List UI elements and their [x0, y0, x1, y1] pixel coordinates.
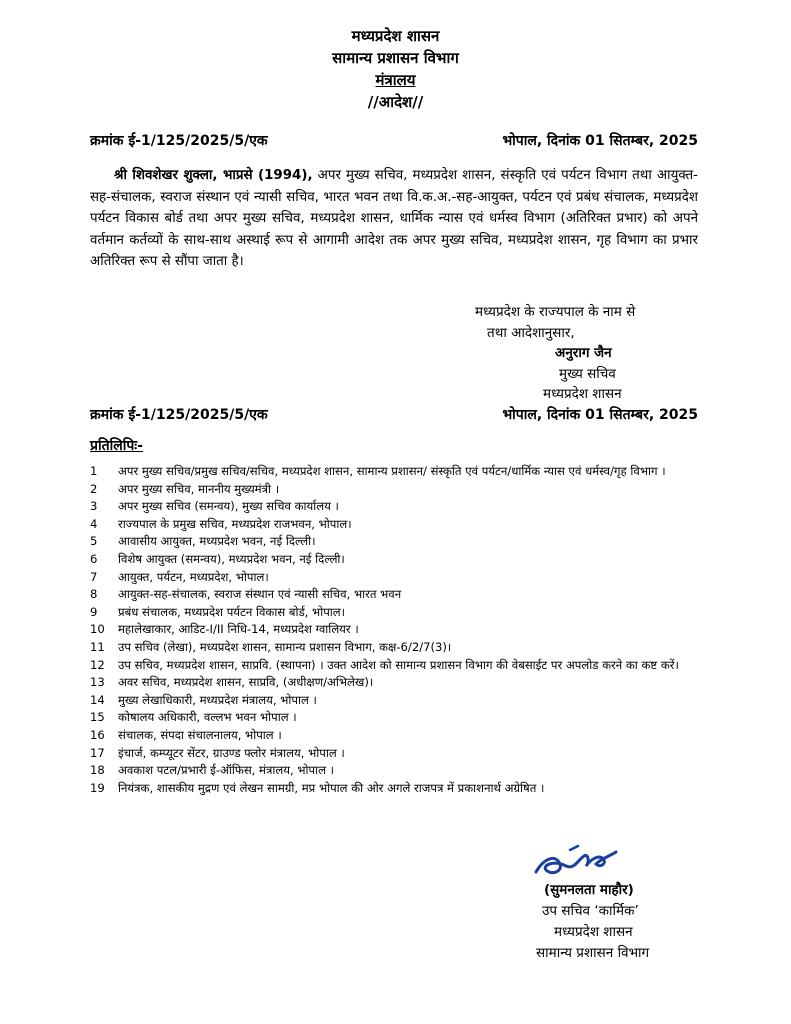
- sig1-name: अनुराग जैन: [555, 345, 612, 361]
- copy-item-text: अपर मुख्य सचिव (समन्वय), मुख्य सचिव कार्यालय ।: [118, 499, 339, 514]
- sig1-designation: मुख्य सचिव: [559, 365, 616, 382]
- order-number: क्रमांक ई-1/125/2025/5/एक: [90, 133, 268, 149]
- copy-list-item: [90, 463, 690, 481]
- copy-item-number: 12: [90, 657, 105, 672]
- department-title: सामान्य प्रशासन विभाग: [332, 49, 459, 67]
- copy-item-number: 14: [90, 692, 105, 707]
- copy-item-number: 1: [90, 464, 98, 478]
- copy-item-text: आयुक्त-सह-संचालक, स्वराज संस्थान एवं न्यासी सचिव, भारत भवन: [118, 587, 402, 602]
- signature-block-deputy-secretary: [520, 880, 730, 964]
- signature-block-chief-secretary: [455, 302, 705, 405]
- sig2-office: मध्यप्रदेश शासन: [554, 924, 633, 940]
- copy-item-number: 2: [90, 481, 98, 496]
- signature-image: [530, 838, 625, 886]
- ministry-title: मंत्रालय: [375, 71, 416, 89]
- sig1-office: मध्यप्रदेश शासन: [543, 386, 622, 402]
- copy-item-text: विशेष आयुक्त (समन्वय), मध्यप्रदेश भवन, नई दिल्ली।: [118, 551, 345, 566]
- govt-title: मध्यप्रदेश शासन: [351, 27, 440, 45]
- officer-name: श्री शिवशेखर शुक्ला, भाप्रसे (1994),: [114, 168, 313, 183]
- copy-item-text: अवकाश पटल/प्रभारी ई-ऑफिस, मंत्रालय, भोपाल ।: [118, 763, 335, 778]
- copy-list-item: [90, 481, 690, 499]
- copy-list-item: [90, 639, 690, 657]
- copy-item-number: 16: [90, 727, 105, 742]
- copy-item-text: नियंत्रक, शासकीय मुद्रण एवं लेखन सामग्री, मप्र भोपाल की ओर अगले राजपत्र में प्रकाशनार्थ अग्रेषित ।: [118, 780, 545, 795]
- copy-item-text: उप सचिव (लेखा), मध्यप्रदेश शासन, सामान्य प्रशासन विभाग, कक्ष-6/2/7(3)।: [118, 639, 452, 654]
- copy-item-number: 15: [90, 710, 105, 725]
- copy-item-text: प्रबंध संचालक, मध्यप्रदेश पर्यटन विकास बोर्ड, भोपाल।: [118, 604, 346, 619]
- copy-item-number: 17: [90, 745, 105, 760]
- copy-item-text: अपर मुख्य सचिव, माननीय मुख्यमंत्री ।: [118, 481, 280, 496]
- copy-item-text: कोषालय अधिकारी, वल्लभ भवन भोपाल ।: [118, 710, 297, 725]
- copy-list-item: [90, 745, 690, 763]
- copy-item-number: 6: [90, 551, 98, 566]
- copy-list-item: [90, 551, 690, 569]
- copy-item-number: 11: [90, 639, 105, 654]
- copy-list-item: [90, 657, 690, 675]
- copy-list-item: [90, 709, 690, 727]
- copy-list-item: [90, 533, 690, 551]
- order-text: अपर मुख्य सचिव, मध्यप्रदेश शासन, संस्कृति एवं पर्यटन विभाग तथा आयुक्त-सह-संचालक, स्वराज संस्थान एवं न्यासी सचिव, भारत भवन तथा वि.क.अ.-सह-आयुक्त, पर्यटन एवं प्रबंध संचालक, मध्यप्रदेश पर्यटन विकास बोर्ड तथा अपर मुख्य सचिव, मध्यप्रदेश शासन, धार्मिक न्यास एवं धर्मस्व विभाग (अतिरिक्त प्रभार) को अपने वर्तमान कर्तव्यों के साथ-साथ अस्थाई रूप से आगामी आदेश तक अपर मुख्य सचिव, मध्यप्रदेश शासन, गृह विभाग का प्रभार अतिरिक्त रूप से सौंपा जाता है।: [90, 168, 698, 269]
- endorsement-place-date: भोपाल, दिनांक 01 सितम्बर, 2025: [502, 407, 698, 423]
- copy-list-item: [90, 604, 690, 622]
- copy-item-number: 4: [90, 516, 98, 531]
- copy-item-text: मुख्य लेखाधिकारी, मध्यप्रदेश मंत्रालय, भोपाल ।: [118, 692, 317, 707]
- copy-item-text: संचालक, संपदा संचालनालय, भोपाल ।: [118, 727, 282, 742]
- sig2-department: सामान्य प्रशासन विभाग: [536, 945, 650, 961]
- copy-item-text: इंचार्ज, कम्प्यूटर सेंटर, ग्राउण्ड फ्लोर मंत्रालय, भोपाल ।: [118, 745, 345, 760]
- copy-item-number: 19: [90, 780, 105, 795]
- order-place-date: भोपाल, दिनांक 01 सितम्बर, 2025: [502, 133, 698, 149]
- copy-item-number: 5: [90, 534, 98, 549]
- copy-list-item: [90, 727, 690, 745]
- sig2-designation: उप सचिव ‘कार्मिक’: [542, 903, 639, 919]
- copy-item-number: 3: [90, 499, 98, 514]
- copy-item-number: 9: [90, 604, 98, 619]
- copy-item-text: आयुक्त, पर्यटन, मध्यप्रदेश, भोपाल।: [118, 569, 269, 584]
- copy-item-number: 7: [90, 569, 98, 584]
- copy-item-text: अपर मुख्य सचिव/प्रमुख सचिव/सचिव, मध्यप्रदेश शासन, सामान्य प्रशासन/ संस्कृति एवं पर्यटन/धार्मिक न्यास एवं धर्मस्व/गृह विभाग ।: [118, 464, 666, 478]
- copy-item-text: राज्यपाल के प्रमुख सचिव, मध्यप्रदेश राजभवन, भोपाल।: [118, 516, 352, 531]
- order-heading: //आदेश//: [367, 93, 424, 111]
- copy-list-item: [90, 621, 690, 639]
- copy-item-text: उप सचिव, मध्यप्रदेश शासन, साप्रवि. (स्थापना) । उक्त आदेश को सामान्य प्रशासन विभाग की वेबसाईट पर अपलोड करने का कष्ट करें।: [118, 657, 679, 672]
- copy-to-list: [90, 463, 690, 797]
- copy-list-item: [90, 569, 690, 587]
- copy-list-item: [90, 586, 690, 604]
- copy-item-number: 10: [90, 622, 105, 637]
- copy-list-item: [90, 762, 690, 780]
- copy-list-item: [90, 498, 690, 516]
- sig1-line2: तथा आदेशानुसार,: [487, 324, 575, 341]
- copy-item-number: 8: [90, 587, 98, 602]
- copy-item-number: 13: [90, 675, 105, 690]
- copy-item-number: 18: [90, 763, 105, 778]
- order-body: [90, 165, 698, 273]
- sig1-line1: मध्यप्रदेश के राज्यपाल के नाम से: [475, 304, 636, 320]
- copy-item-text: आवासीय आयुक्त, मध्यप्रदेश भवन, नई दिल्ली।: [118, 534, 316, 549]
- copy-list-item: [90, 674, 690, 692]
- sig2-name: (सुमनलता माहौर): [544, 882, 634, 898]
- endorsement-number: क्रमांक ई-1/125/2025/5/एक: [90, 407, 268, 423]
- copy-list-item: [90, 780, 690, 798]
- copy-list-item: [90, 516, 690, 534]
- copy-item-text: महालेखाकार, आडिट-I/II निधि-14, मध्यप्रदेश ग्वालियर ।: [118, 622, 359, 637]
- copy-list-item: [90, 692, 690, 710]
- copy-item-text: अवर सचिव, मध्यप्रदेश शासन, साप्रवि, (अधीक्षण/अभिलेख)।: [118, 675, 374, 690]
- copy-to-title: प्रतिलिपिः-: [90, 438, 143, 454]
